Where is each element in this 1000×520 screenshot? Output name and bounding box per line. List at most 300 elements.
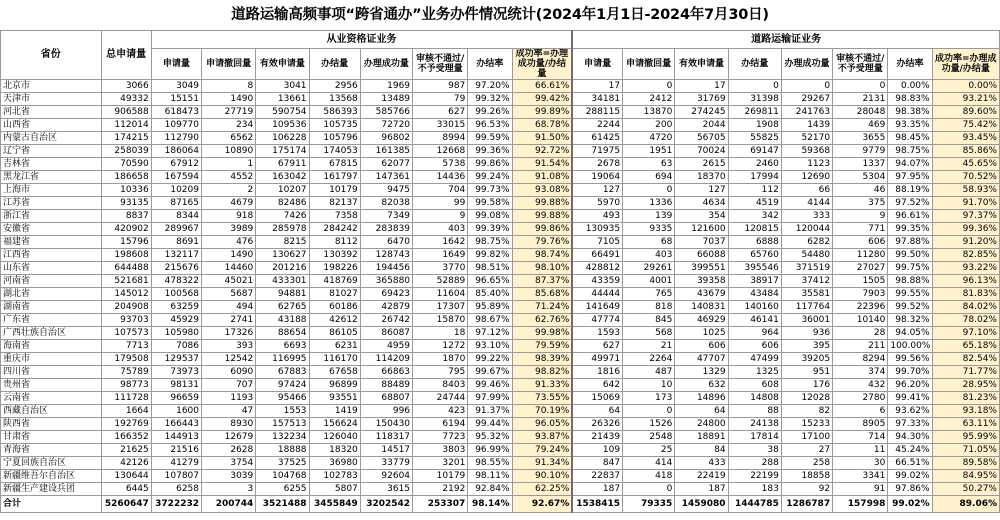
- value-cell: 8994: [413, 132, 468, 145]
- value-cell: 4519: [728, 197, 781, 210]
- value-cell: 45.65%: [932, 158, 999, 171]
- value-cell: 2044: [675, 119, 728, 132]
- value-cell: 7358: [309, 210, 360, 223]
- table-row: [1, 119, 1000, 132]
- value-cell: 47774: [572, 314, 622, 327]
- value-cell: 46: [833, 184, 888, 197]
- province-cell: 北京市: [1, 80, 102, 93]
- value-cell: 964: [728, 327, 781, 340]
- value-cell: 12542: [202, 353, 256, 366]
- value-cell: 4679: [202, 197, 256, 210]
- value-cell: 12028: [781, 392, 832, 405]
- value-cell: 34181: [572, 93, 622, 106]
- value-cell: 6282: [781, 236, 832, 249]
- value-cell: 15069: [572, 392, 622, 405]
- table-row: [1, 353, 1000, 366]
- province-cell: 合计: [1, 496, 102, 513]
- value-cell: 187: [572, 483, 622, 496]
- value-cell: 28: [833, 327, 888, 340]
- value-cell: 399551: [675, 262, 728, 275]
- value-cell: 21: [623, 340, 675, 353]
- value-cell: 49971: [572, 353, 622, 366]
- value-cell: 5304: [833, 171, 888, 184]
- value-cell: 98.55%: [468, 457, 512, 470]
- subheader-transport-0: 申请量: [572, 49, 622, 80]
- table-row: [1, 366, 1000, 379]
- province-cell: 天津市: [1, 93, 102, 106]
- value-cell: 39205: [781, 353, 832, 366]
- subheader-qualification-3: 办结量: [309, 49, 360, 80]
- value-cell: 56705: [675, 132, 728, 145]
- value-cell: 333: [781, 210, 832, 223]
- subheader-qualification-1: 申请撤回量: [202, 49, 256, 80]
- value-cell: 141649: [572, 301, 622, 314]
- province-cell: 河南省: [1, 275, 102, 288]
- subheader-qualification-2: 有效申请量: [256, 49, 309, 80]
- value-cell: 99.82%: [468, 249, 512, 262]
- value-cell: 98.39%: [512, 353, 572, 366]
- value-cell: 43188: [256, 314, 309, 327]
- value-cell: 79.24%: [512, 444, 572, 457]
- value-cell: 98.82%: [512, 366, 572, 379]
- value-cell: 8905: [833, 418, 888, 431]
- value-cell: 1336: [623, 197, 675, 210]
- value-cell: 71.24%: [512, 301, 572, 314]
- province-cell: 福建省: [1, 236, 102, 249]
- value-cell: 6: [833, 405, 888, 418]
- value-cell: 99.32%: [468, 93, 512, 106]
- value-cell: 418769: [309, 275, 360, 288]
- value-cell: 37525: [256, 457, 309, 470]
- value-cell: 99.67%: [468, 366, 512, 379]
- value-cell: 771: [833, 223, 888, 236]
- value-cell: 493: [572, 210, 622, 223]
- value-cell: 627: [413, 106, 468, 119]
- value-cell: 64: [675, 405, 728, 418]
- value-cell: 99.58%: [468, 197, 512, 210]
- value-cell: 10179: [413, 470, 468, 483]
- value-cell: 139: [623, 210, 675, 223]
- value-cell: 66: [781, 184, 832, 197]
- value-cell: 92.72%: [512, 145, 572, 158]
- value-cell: 52889: [413, 275, 468, 288]
- value-cell: 269811: [728, 106, 781, 119]
- province-cell: 重庆市: [1, 353, 102, 366]
- value-cell: 94881: [256, 288, 309, 301]
- value-cell: 1193: [202, 392, 256, 405]
- table-body: [1, 80, 1000, 496]
- value-cell: 68: [623, 236, 675, 249]
- value-cell: 17: [675, 80, 728, 93]
- value-cell: 3521488: [256, 496, 309, 513]
- value-cell: 3039: [202, 470, 256, 483]
- value-cell: 91.33%: [512, 379, 572, 392]
- value-cell: 89.58%: [932, 457, 999, 470]
- value-cell: 9335: [623, 223, 675, 236]
- value-cell: 568: [623, 327, 675, 340]
- value-cell: 79.76%: [512, 236, 572, 249]
- value-cell: 106228: [256, 132, 309, 145]
- value-cell: 1444785: [728, 496, 781, 513]
- value-cell: 58.93%: [932, 184, 999, 197]
- value-cell: 66863: [360, 366, 412, 379]
- value-cell: 79335: [623, 496, 675, 513]
- value-cell: 82038: [360, 197, 412, 210]
- value-cell: 1439: [781, 119, 832, 132]
- value-cell: 85.40%: [468, 288, 512, 301]
- value-cell: 4001: [623, 275, 675, 288]
- value-cell: 93551: [309, 392, 360, 405]
- value-cell: 54480: [781, 249, 832, 262]
- value-cell: 38: [728, 444, 781, 457]
- value-cell: 198608: [101, 249, 151, 262]
- value-cell: 7713: [101, 340, 151, 353]
- value-cell: 24138: [728, 418, 781, 431]
- value-cell: 2628: [202, 444, 256, 457]
- value-cell: 66.61%: [512, 80, 572, 93]
- value-cell: 6693: [256, 340, 309, 353]
- value-cell: 2: [202, 184, 256, 197]
- value-cell: 18: [413, 327, 468, 340]
- value-cell: 120815: [728, 223, 781, 236]
- value-cell: 6888: [728, 236, 781, 249]
- value-cell: 98.51%: [468, 262, 512, 275]
- value-cell: 183: [728, 483, 781, 496]
- value-cell: 47499: [728, 353, 781, 366]
- value-cell: 371519: [781, 262, 832, 275]
- value-cell: 186658: [101, 171, 151, 184]
- value-cell: 17100: [781, 431, 832, 444]
- value-cell: 112: [728, 184, 781, 197]
- table-row: [1, 431, 1000, 444]
- value-cell: 109: [572, 444, 622, 457]
- value-cell: 114209: [360, 353, 412, 366]
- value-cell: 7426: [256, 210, 309, 223]
- value-cell: 1419: [309, 405, 360, 418]
- value-cell: 98.32%: [888, 314, 932, 327]
- value-cell: 283839: [360, 223, 412, 236]
- value-cell: 4552: [202, 171, 256, 184]
- value-cell: 93.18%: [932, 405, 999, 418]
- value-cell: 2956: [309, 80, 360, 93]
- table-row: [1, 145, 1000, 158]
- value-cell: 3202542: [360, 496, 412, 513]
- value-cell: 157998: [833, 496, 888, 513]
- table-row: [1, 314, 1000, 327]
- value-cell: 97.52%: [888, 197, 932, 210]
- value-cell: 144913: [151, 431, 201, 444]
- value-cell: 94.30%: [888, 431, 932, 444]
- table-row: [1, 210, 1000, 223]
- value-cell: 22837: [572, 470, 622, 483]
- value-cell: 93.21%: [932, 93, 999, 106]
- value-cell: 91.54%: [512, 158, 572, 171]
- province-cell: 浙江省: [1, 210, 102, 223]
- value-cell: 13568: [309, 93, 360, 106]
- value-cell: 60186: [309, 301, 360, 314]
- table-row: [1, 197, 1000, 210]
- value-cell: 63.11%: [932, 418, 999, 431]
- value-cell: 45929: [151, 314, 201, 327]
- table-row: [1, 457, 1000, 470]
- value-cell: 73.55%: [512, 392, 572, 405]
- value-cell: 6562: [202, 132, 256, 145]
- value-cell: 99.73%: [468, 184, 512, 197]
- table-row: [1, 288, 1000, 301]
- value-cell: 3049: [151, 80, 201, 93]
- value-cell: 0: [623, 184, 675, 197]
- value-cell: 17326: [202, 327, 256, 340]
- value-cell: 2192: [413, 483, 468, 496]
- subheader-transport-1: 申请撤回量: [623, 49, 675, 80]
- subheader-qualification-4: 办理成功量: [360, 49, 412, 80]
- value-cell: 285978: [256, 223, 309, 236]
- value-cell: 3655: [833, 132, 888, 145]
- province-cell: 辽宁省: [1, 145, 102, 158]
- value-cell: 13870: [623, 106, 675, 119]
- value-cell: 487: [623, 366, 675, 379]
- table-row: [1, 470, 1000, 483]
- value-cell: 3803: [413, 444, 468, 457]
- value-cell: 88654: [256, 327, 309, 340]
- value-cell: 1969: [360, 80, 412, 93]
- value-cell: 43679: [675, 288, 728, 301]
- value-cell: 132117: [151, 249, 201, 262]
- value-cell: 12668: [413, 145, 468, 158]
- value-cell: 4144: [781, 197, 832, 210]
- subheader-qualification-0: 申请量: [151, 49, 201, 80]
- value-cell: 274245: [675, 106, 728, 119]
- header-group-qualification: 从业资格证业务: [151, 31, 572, 49]
- value-cell: 1593: [572, 327, 622, 340]
- value-cell: 45.24%: [888, 444, 932, 457]
- value-cell: 42126: [101, 457, 151, 470]
- value-cell: 918: [202, 210, 256, 223]
- value-cell: 29261: [623, 262, 675, 275]
- value-cell: 7349: [360, 210, 412, 223]
- value-cell: 951: [781, 366, 832, 379]
- value-cell: 86105: [309, 327, 360, 340]
- value-cell: 166443: [151, 418, 201, 431]
- value-cell: 157513: [256, 418, 309, 431]
- value-cell: 176: [781, 379, 832, 392]
- value-cell: 42879: [360, 301, 412, 314]
- value-cell: 98.75%: [888, 145, 932, 158]
- value-cell: 1123: [781, 158, 832, 171]
- value-cell: 98.74%: [512, 249, 572, 262]
- value-cell: 627: [572, 340, 622, 353]
- province-cell: 新疆生产建设兵团: [1, 483, 102, 496]
- value-cell: 17994: [728, 171, 781, 184]
- value-cell: 0: [623, 483, 675, 496]
- value-cell: 9: [833, 210, 888, 223]
- province-cell: 广西壮族自治区: [1, 327, 102, 340]
- value-cell: 284242: [309, 223, 360, 236]
- value-cell: 0: [833, 80, 888, 93]
- value-cell: 14517: [360, 444, 412, 457]
- value-cell: 6231: [309, 340, 360, 353]
- value-cell: 3066: [101, 80, 151, 93]
- value-cell: 96.20%: [888, 379, 932, 392]
- value-cell: 91.20%: [932, 236, 999, 249]
- value-cell: 50.27%: [932, 483, 999, 496]
- value-cell: 42612: [309, 314, 360, 327]
- value-cell: 9475: [360, 184, 412, 197]
- value-cell: 67815: [309, 158, 360, 171]
- value-cell: 98.38%: [888, 106, 932, 119]
- value-cell: 1816: [572, 366, 622, 379]
- value-cell: 1286787: [781, 496, 832, 513]
- value-cell: 24744: [413, 392, 468, 405]
- value-cell: 116995: [256, 353, 309, 366]
- value-cell: 17307: [413, 301, 468, 314]
- value-cell: 7903: [833, 288, 888, 301]
- value-cell: 121600: [675, 223, 728, 236]
- header-total: 总申请量: [101, 31, 151, 80]
- value-cell: 166352: [101, 431, 151, 444]
- value-cell: 420902: [101, 223, 151, 236]
- value-cell: 130627: [256, 249, 309, 262]
- value-cell: 11604: [413, 288, 468, 301]
- value-cell: 71975: [572, 145, 622, 158]
- value-cell: 1: [202, 158, 256, 171]
- value-cell: 606: [728, 340, 781, 353]
- value-cell: 3: [202, 483, 256, 496]
- value-cell: 8403: [413, 379, 468, 392]
- header-province: 省份: [1, 31, 102, 80]
- value-cell: 1272: [413, 340, 468, 353]
- value-cell: 49332: [101, 93, 151, 106]
- value-cell: 91.70%: [932, 197, 999, 210]
- table-row: [1, 275, 1000, 288]
- value-cell: 67883: [256, 366, 309, 379]
- value-cell: 96802: [360, 132, 412, 145]
- value-cell: 96.05%: [512, 418, 572, 431]
- value-cell: 906588: [101, 106, 151, 119]
- subheader-qualification-6: 办结率: [468, 49, 512, 80]
- value-cell: 129537: [151, 353, 201, 366]
- value-cell: 112014: [101, 119, 151, 132]
- value-cell: 10890: [202, 145, 256, 158]
- value-cell: 845: [623, 314, 675, 327]
- value-cell: 117764: [781, 301, 832, 314]
- value-cell: 2131: [833, 93, 888, 106]
- value-cell: 84.95%: [932, 470, 999, 483]
- value-cell: 127: [675, 184, 728, 197]
- value-cell: 70.52%: [932, 171, 999, 184]
- value-cell: 73973: [151, 366, 201, 379]
- value-cell: 1025: [675, 327, 728, 340]
- province-cell: 贵州省: [1, 379, 102, 392]
- value-cell: 469: [833, 119, 888, 132]
- value-cell: 85.68%: [512, 288, 572, 301]
- value-cell: 258: [781, 457, 832, 470]
- value-cell: 93.08%: [512, 184, 572, 197]
- value-cell: 67911: [256, 158, 309, 171]
- value-cell: 140831: [675, 301, 728, 314]
- value-cell: 200: [623, 119, 675, 132]
- value-cell: 118317: [360, 431, 412, 444]
- value-cell: 75.42%: [932, 119, 999, 132]
- table-row: [1, 444, 1000, 457]
- value-cell: 93.35%: [888, 119, 932, 132]
- value-cell: 99.86%: [468, 158, 512, 171]
- value-cell: 494: [202, 301, 256, 314]
- value-cell: 126040: [309, 431, 360, 444]
- value-cell: 234: [202, 119, 256, 132]
- value-cell: 198226: [309, 262, 360, 275]
- value-cell: 3041: [256, 80, 309, 93]
- value-cell: 17: [572, 80, 622, 93]
- value-cell: 88: [728, 405, 781, 418]
- total-row: [1, 496, 1000, 513]
- subheader-transport-2: 有效申请量: [675, 49, 728, 80]
- value-cell: 98.10%: [512, 262, 572, 275]
- value-cell: 161797: [309, 171, 360, 184]
- value-cell: 105980: [151, 327, 201, 340]
- value-cell: 89.06%: [932, 496, 999, 513]
- value-cell: 93703: [101, 314, 151, 327]
- province-cell: 湖北省: [1, 288, 102, 301]
- province-cell: 安徽省: [1, 223, 102, 236]
- value-cell: 70590: [101, 158, 151, 171]
- value-cell: 128743: [360, 249, 412, 262]
- value-cell: 28048: [833, 106, 888, 119]
- value-cell: 99.39%: [468, 223, 512, 236]
- value-cell: 10179: [309, 184, 360, 197]
- value-cell: 765: [623, 288, 675, 301]
- value-cell: 86087: [360, 327, 412, 340]
- value-cell: 2460: [728, 158, 781, 171]
- table-row: [1, 158, 1000, 171]
- value-cell: 62.76%: [512, 314, 572, 327]
- value-cell: 69423: [360, 288, 412, 301]
- province-cell: 广东省: [1, 314, 102, 327]
- value-cell: 97.33%: [888, 418, 932, 431]
- subheader-transport-3: 办结量: [728, 49, 781, 80]
- value-cell: 107573: [101, 327, 151, 340]
- value-cell: 288115: [572, 106, 622, 119]
- value-cell: 97.86%: [888, 483, 932, 496]
- value-cell: 2615: [675, 158, 728, 171]
- value-cell: 987: [413, 80, 468, 93]
- value-cell: 3770: [413, 262, 468, 275]
- value-cell: 66491: [572, 249, 622, 262]
- value-cell: 8112: [309, 236, 360, 249]
- value-cell: 55825: [728, 132, 781, 145]
- value-cell: 31398: [728, 93, 781, 106]
- value-cell: 97.12%: [468, 327, 512, 340]
- value-cell: 82: [781, 405, 832, 418]
- province-cell: 海南省: [1, 340, 102, 353]
- value-cell: 47707: [675, 353, 728, 366]
- value-cell: 99.26%: [468, 106, 512, 119]
- value-cell: 94.07%: [888, 158, 932, 171]
- value-cell: 44444: [572, 288, 622, 301]
- value-cell: 41279: [151, 457, 201, 470]
- value-cell: 795: [413, 366, 468, 379]
- value-cell: 25: [623, 444, 675, 457]
- value-cell: 167594: [151, 171, 201, 184]
- value-cell: 10336: [101, 184, 151, 197]
- value-cell: 22396: [833, 301, 888, 314]
- value-cell: 97.99%: [468, 392, 512, 405]
- value-cell: 22199: [728, 470, 781, 483]
- subheader-transport-4: 办理成功量: [781, 49, 832, 80]
- value-cell: 65.18%: [932, 340, 999, 353]
- value-cell: 38917: [728, 275, 781, 288]
- value-cell: 96899: [309, 379, 360, 392]
